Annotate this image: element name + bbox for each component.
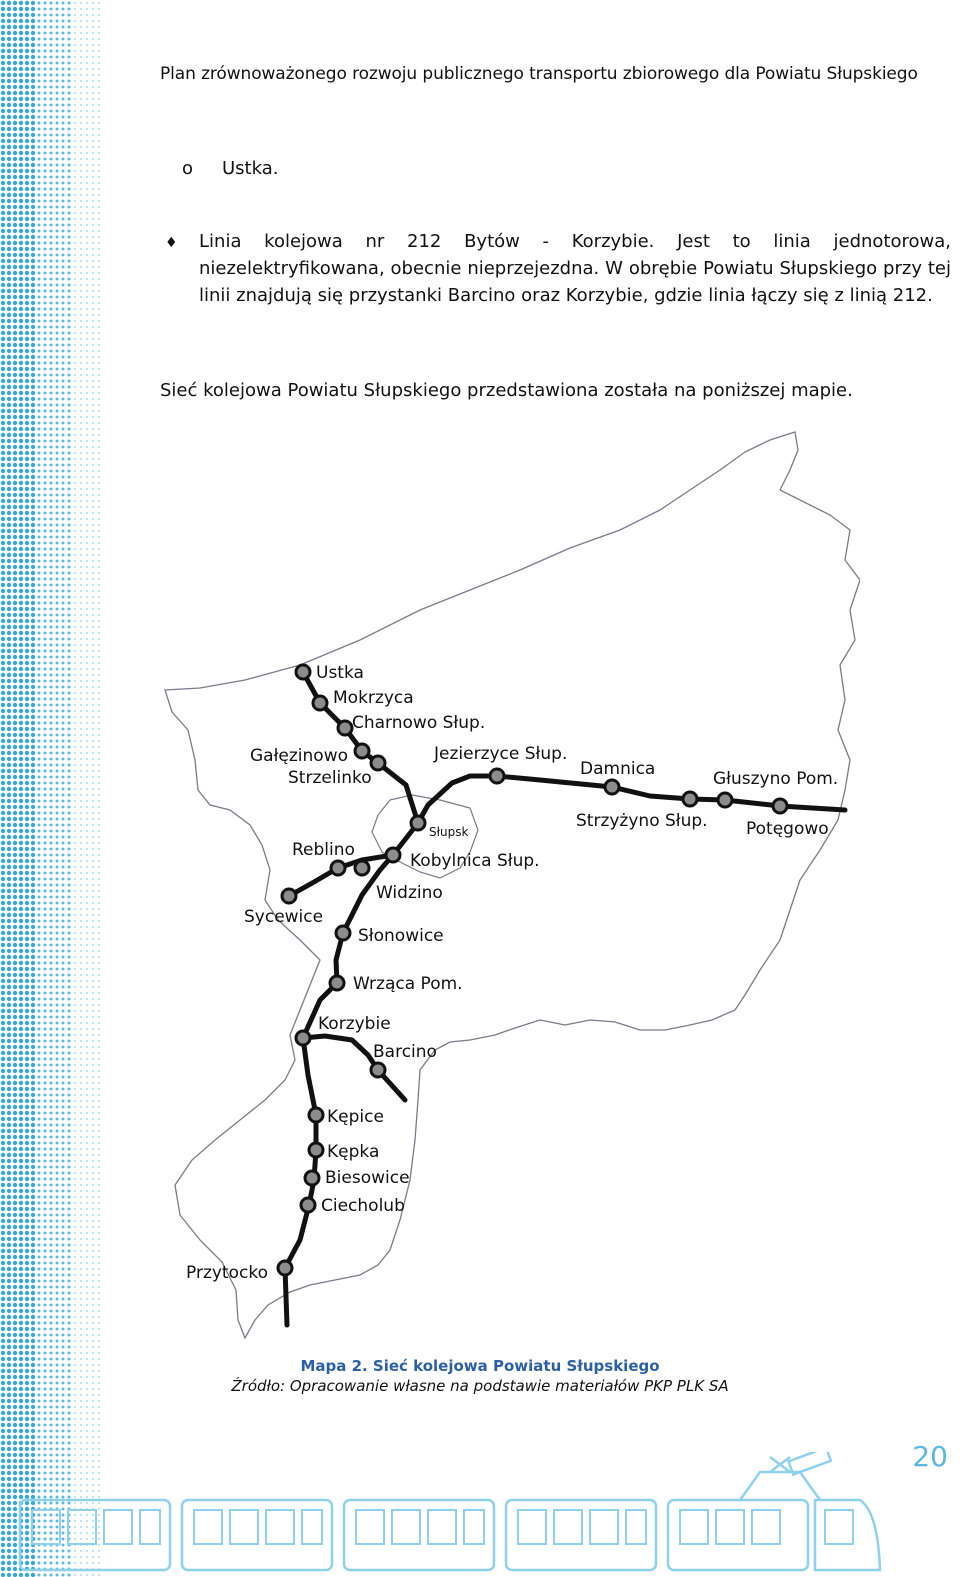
diamond-bullet-icon: ♦ [165, 235, 178, 251]
sub-list-item [182, 158, 278, 179]
label-charnowo: Charnowo Słup. [352, 713, 486, 733]
station-mokrzyca-marker [313, 696, 327, 710]
label-gluszyno: Głuszyno Pom. [713, 769, 839, 789]
label-slupsk: Słupsk [429, 825, 469, 839]
label-sycewice: Sycewice [244, 907, 324, 927]
label-widzino: Widzino [376, 883, 443, 903]
intro-paragraph: Sieć kolejowa Powiatu Słupskiego przedstawiona została na poniższej mapie. [160, 380, 853, 401]
decorative-dot-band [0, 0, 112, 1577]
station-charnowo-marker [338, 721, 352, 735]
station-gluszyno-marker [718, 793, 732, 807]
sub-item-text: Ustka. [222, 158, 279, 179]
page-number: 20 [912, 1440, 948, 1473]
station-kepice-marker [309, 1108, 323, 1122]
label-kobylnica: Kobylnica Słup. [410, 851, 540, 871]
label-ciecholub: Ciecholub [321, 1196, 405, 1216]
station-galezinowo-marker [355, 744, 369, 758]
station-potegowo-marker [773, 799, 787, 813]
label-wrzaca: Wrząca Pom. [353, 974, 463, 994]
label-ustka: Ustka [316, 663, 364, 683]
county-outline [165, 432, 860, 1338]
label-galezinowo: Gałęzinowo [250, 746, 349, 766]
station-sycewice-marker [282, 889, 296, 903]
station-biesowice-marker [305, 1171, 319, 1185]
train-footer-illustration [0, 1452, 960, 1577]
label-kepice: Kępice [327, 1107, 384, 1127]
label-przytocko: Przytocko [186, 1263, 268, 1283]
station-przytocko-marker [278, 1261, 292, 1275]
label-kepka: Kępka [327, 1142, 380, 1162]
sub-item-marker: o [182, 158, 194, 179]
bullet-text: Linia kolejowa nr 212 Bytów - Korzybie. Jest to linia jednotorowa, niezelektryfikowana, obecnie nieprzejezdna. W obrębie Powiatu Słupskiego przy tej linii znajdują się przystanki Barcino oraz Korzybie, gdzie linia łączy się z linią 212. [199, 231, 951, 306]
station-jezierzyce-marker [490, 769, 504, 783]
map-caption [0, 1356, 960, 1396]
label-mokrzyca: Mokrzyca [333, 688, 414, 708]
label-korzybie: Korzybie [318, 1014, 391, 1034]
station-strzelinko-marker [371, 756, 385, 770]
station-kobylnica-marker [386, 848, 400, 862]
label-strzyzyno: Strzyżyno Słup. [576, 811, 708, 831]
station-reblino-marker [331, 861, 345, 875]
station-barcino-marker [371, 1063, 385, 1077]
station-korzybie-marker [296, 1031, 310, 1045]
station-ciecholub-marker [301, 1198, 315, 1212]
caption-source: Źródło: Opracowanie własne na podstawie materiałów PKP PLK SA [231, 1377, 729, 1395]
railway-map [150, 425, 860, 1345]
label-biesowice: Biesowice [325, 1168, 410, 1188]
label-damnica: Damnica [580, 759, 656, 779]
station-wrzaca-marker [330, 976, 344, 990]
station-strzyzyno-marker [683, 792, 697, 806]
label-barcino: Barcino [373, 1042, 437, 1062]
label-potegowo: Potęgowo [746, 819, 829, 839]
caption-title: Mapa 2. Sieć kolejowa Powiatu Słupskiego [300, 1357, 660, 1375]
station-ustka-marker [296, 665, 310, 679]
label-strzelinko: Strzelinko [288, 768, 372, 788]
station-damnica-marker [605, 780, 619, 794]
label-reblino: Reblino [292, 840, 355, 860]
page-header: Plan zrównoważonego rozwoju publicznego transportu zbiorowego dla Powiatu Słupskiego [160, 64, 918, 84]
station-slupsk-marker [411, 816, 425, 830]
label-jezierzyce: Jezierzyce Słup. [434, 744, 568, 764]
station-kepka-marker [309, 1143, 323, 1157]
label-slonowice: Słonowice [358, 926, 444, 946]
bullet-item [165, 228, 951, 309]
station-widzino-marker [355, 861, 369, 875]
station-slonowice-marker [336, 926, 350, 940]
